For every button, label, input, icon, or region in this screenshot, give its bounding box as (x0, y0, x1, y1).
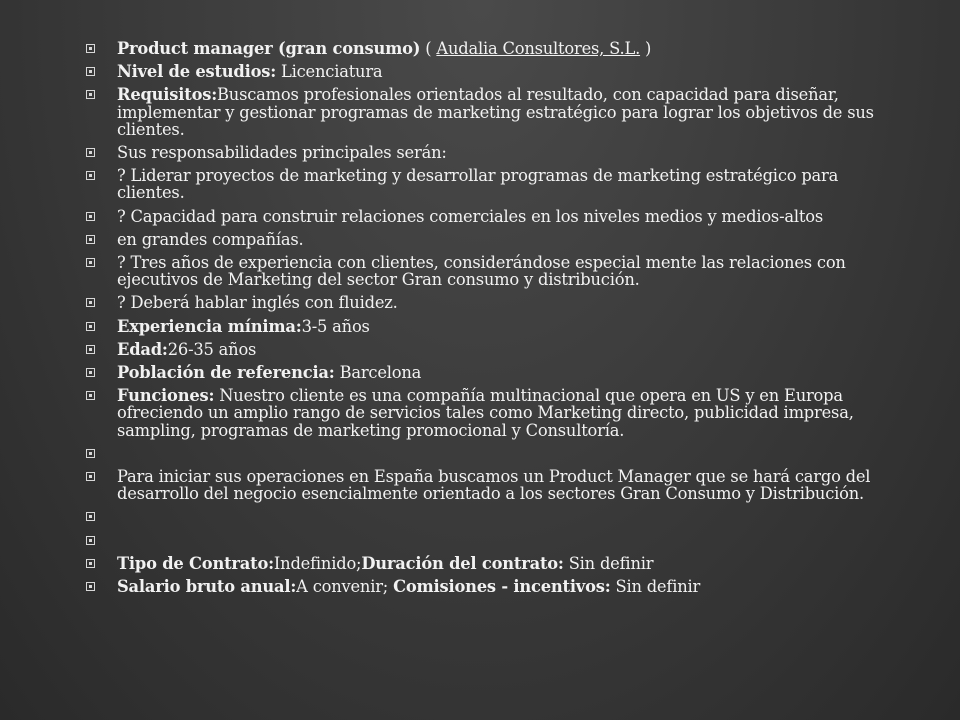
item-text: ( (420, 39, 437, 58)
square-bullet-icon (86, 44, 95, 53)
item-text: Indefinido; (273, 553, 362, 573)
field-label: Nivel de estudios: (117, 62, 277, 82)
field-label: Edad: (117, 339, 168, 359)
item-text: Sin definir (610, 577, 701, 597)
item-text: A convenir; (296, 577, 394, 597)
square-bullet-icon (86, 235, 95, 244)
list-item (86, 578, 910, 595)
list-item (86, 364, 910, 381)
field-label: Comisiones - incentivos: (393, 577, 611, 597)
list-item (86, 167, 910, 201)
field-label: Población de referencia: (117, 363, 335, 383)
field-label: Product manager (gran consumo) (117, 39, 421, 58)
item-text: ? Tres años de experiencia con clientes, considerándose especial mente las relaciones con ejecutivos de Marketing del sector Gran consumo y distribución. (117, 253, 846, 290)
square-bullet-icon (86, 391, 95, 400)
square-bullet-icon (86, 368, 95, 377)
item-text: ) (640, 39, 652, 58)
item-text: Sin definir (563, 553, 654, 573)
item-text: ? Capacidad para construir relaciones comerciales en los niveles medios y medios-altos (117, 206, 823, 226)
list-item (86, 508, 910, 525)
square-bullet-icon (86, 212, 95, 221)
item-text: 26-35 años (167, 339, 257, 359)
field-label: Tipo de Contrato: (117, 553, 274, 573)
square-bullet-icon (86, 148, 95, 157)
company-link[interactable]: Audalia Consultores, S.L. (436, 39, 641, 58)
square-bullet-icon (86, 258, 95, 267)
list-item (86, 318, 910, 335)
list-item (86, 86, 910, 138)
item-text: ? Deberá hablar inglés con fluidez. (117, 293, 398, 313)
square-bullet-icon (86, 449, 95, 458)
list-item (86, 468, 910, 502)
square-bullet-icon (86, 171, 95, 180)
bullet-list (86, 40, 910, 595)
square-bullet-icon (86, 90, 95, 99)
square-bullet-icon (86, 345, 95, 354)
list-item (86, 40, 910, 57)
square-bullet-icon (86, 559, 95, 568)
item-text: Para iniciar sus operaciones en España buscamos un Product Manager que se hará cargo del desarrollo del negocio esencialmente orientado a los sectores Gran Consumo y Distribución. (117, 467, 871, 504)
list-item (86, 341, 910, 358)
list-item (86, 254, 910, 288)
square-bullet-icon (86, 472, 95, 481)
item-text: 3-5 años (301, 316, 370, 336)
list-item (86, 144, 910, 161)
item-text: en grandes compañías. (117, 229, 304, 249)
list-item (86, 555, 910, 572)
list-item (86, 445, 910, 462)
field-label: Experiencia mínima: (117, 316, 302, 336)
list-item (86, 231, 910, 248)
list-item (86, 294, 910, 311)
square-bullet-icon (86, 67, 95, 76)
list-item (86, 532, 910, 549)
field-label: Requisitos: (117, 85, 218, 105)
square-bullet-icon (86, 536, 95, 545)
item-text: ? Liderar proyectos de marketing y desarrollar programas de marketing estratégico para clientes. (117, 166, 839, 203)
square-bullet-icon (86, 582, 95, 591)
list-item (86, 63, 910, 80)
square-bullet-icon (86, 298, 95, 307)
item-text: Licenciatura (276, 62, 383, 82)
field-label: Funciones: (117, 386, 215, 406)
square-bullet-icon (86, 512, 95, 521)
list-item (86, 208, 910, 225)
item-text: Nuestro cliente es una compañía multinacional que opera en US y en Europa ofreciendo un amplio rango de servicios tales como Marketing directo, publicidad impresa, sampling, programas de marketing promocional y Consultoría. (117, 386, 854, 440)
item-text: Barcelona (334, 363, 422, 383)
list-item (86, 387, 910, 439)
field-label: Salario bruto anual: (117, 577, 297, 597)
item-text: Buscamos profesionales orientados al resultado, con capacidad para diseñar, implementar y gestionar programas de marketing estratégico para lograr los objetivos de sus clientes. (117, 85, 874, 139)
square-bullet-icon (86, 322, 95, 331)
field-label: Duración del contrato: (361, 553, 564, 573)
item-text: Sus responsabilidades principales serán: (117, 143, 447, 163)
